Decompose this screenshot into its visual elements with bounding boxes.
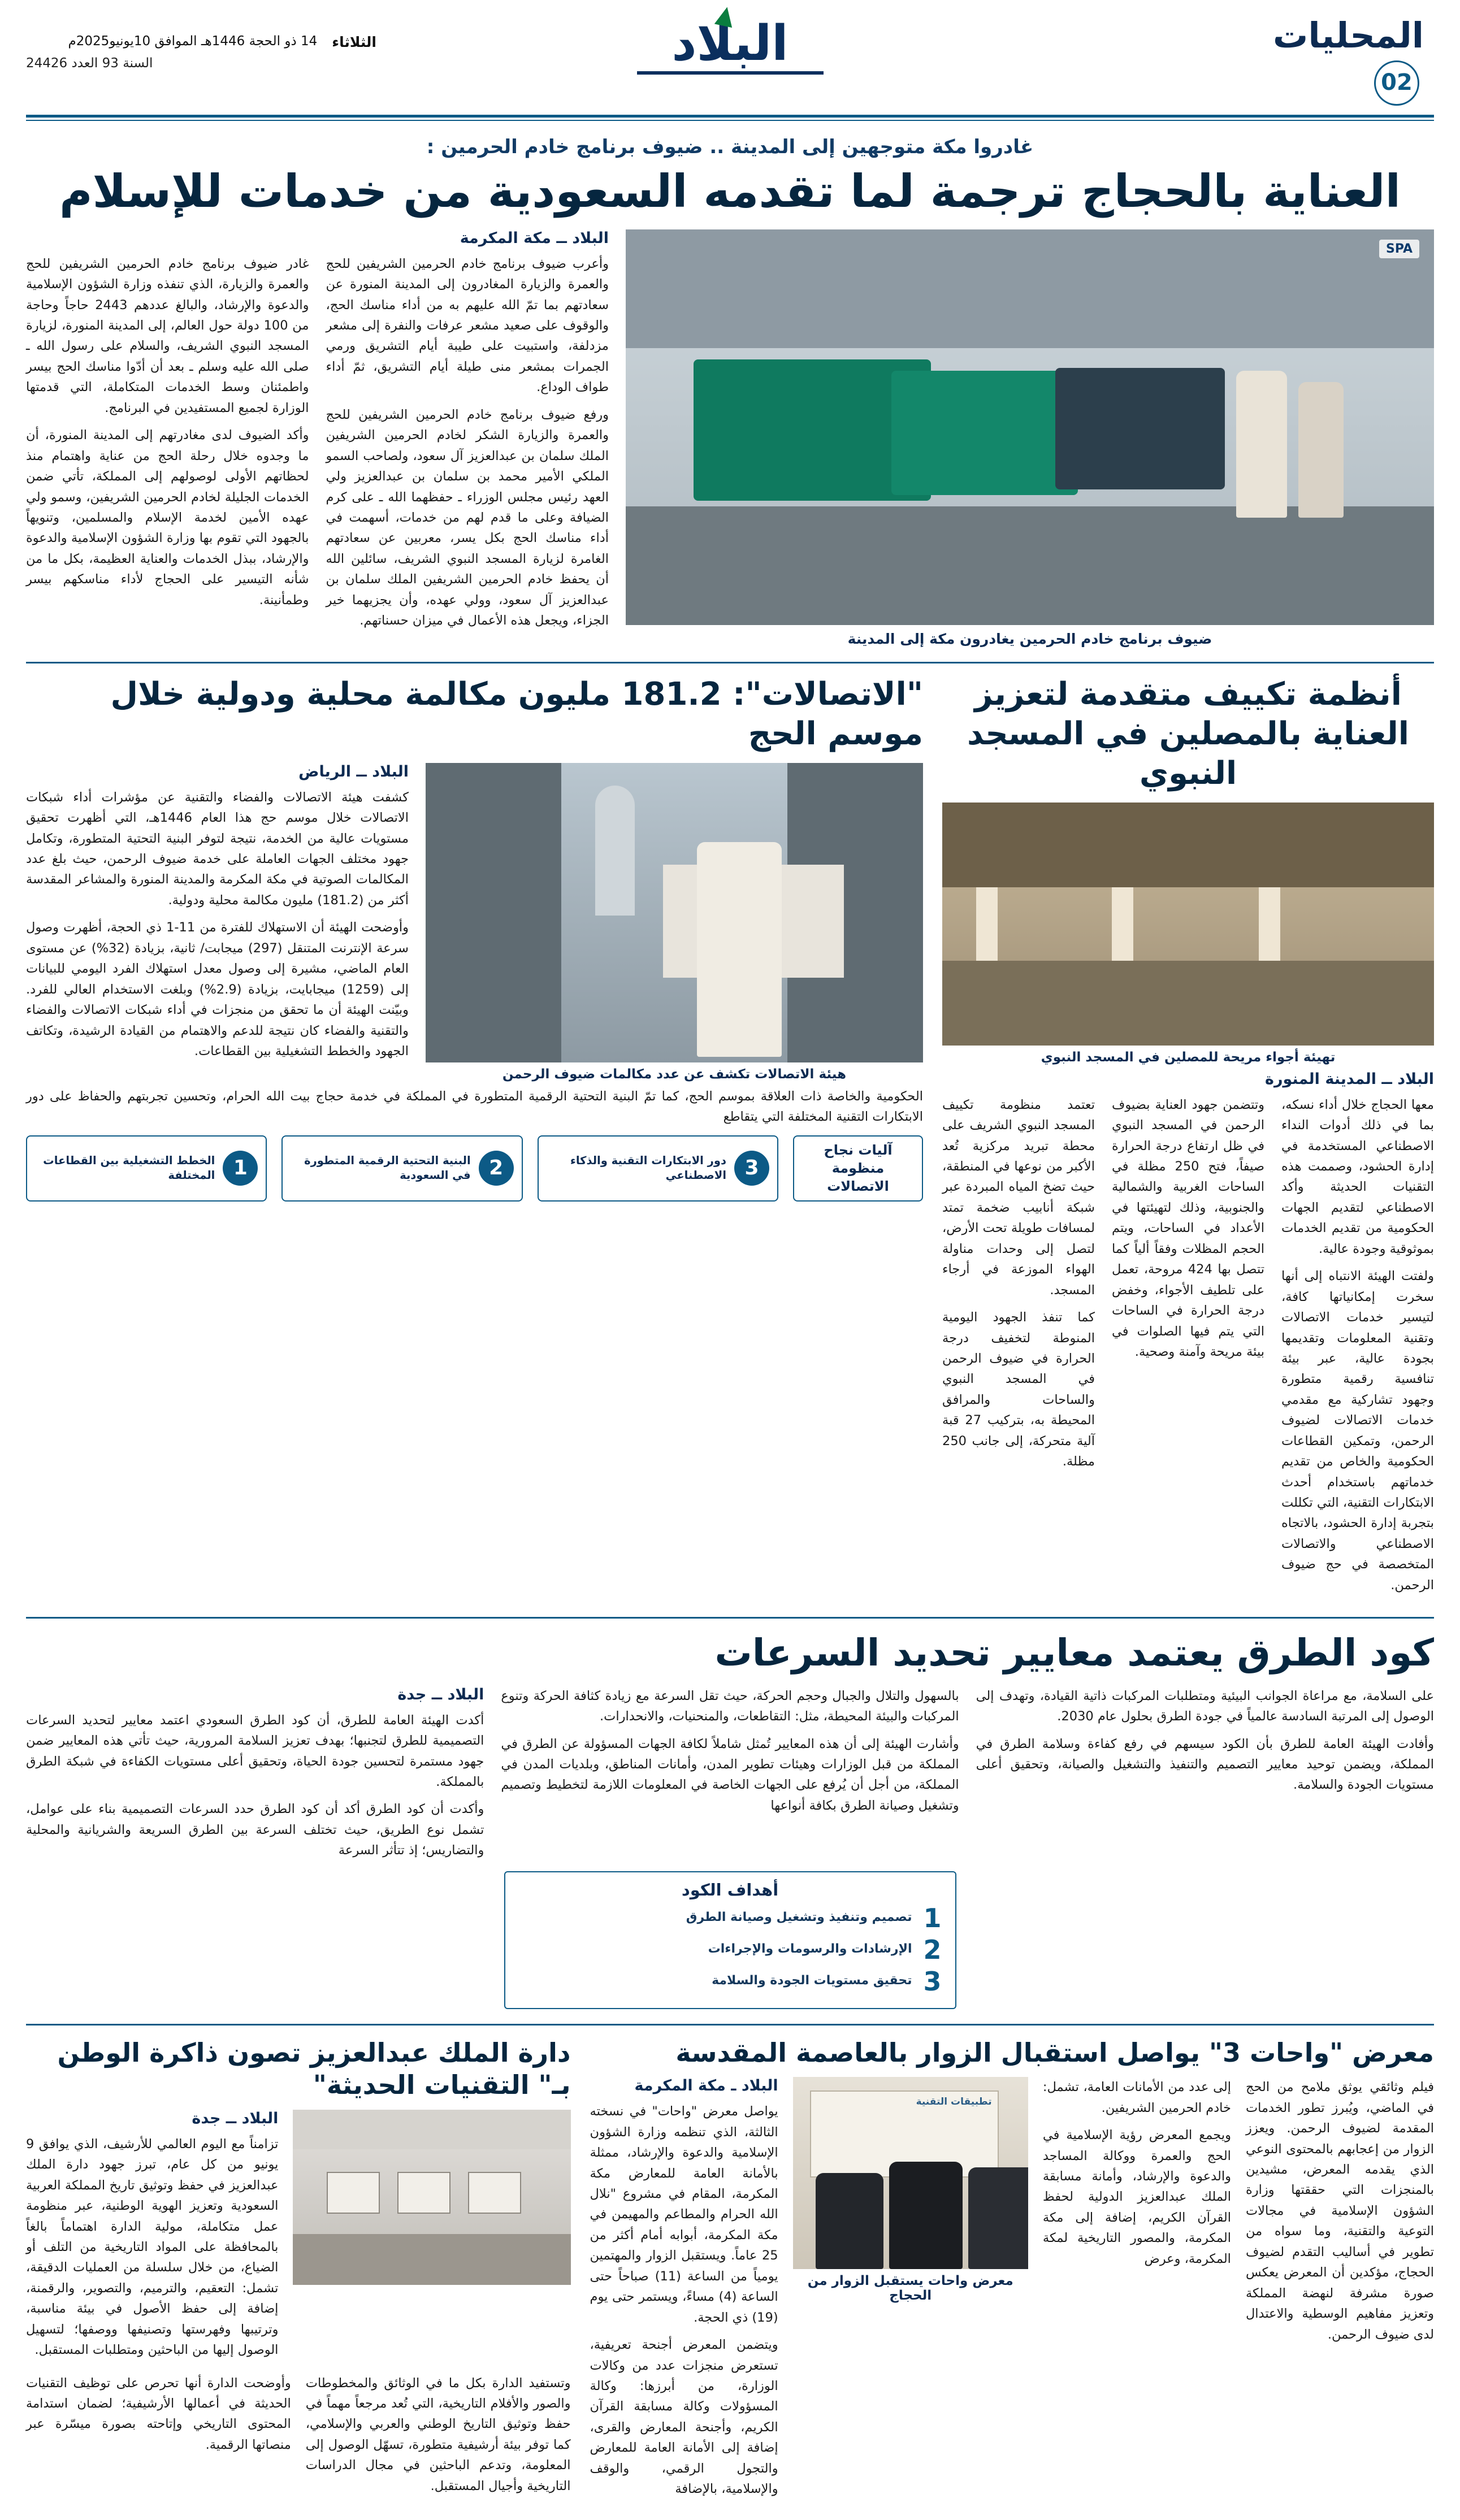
darah-photo-block xyxy=(293,2110,570,2367)
masthead-section-area xyxy=(1084,17,1434,106)
leaf-icon xyxy=(714,5,735,28)
darah-byline: البلاد ــ جدة xyxy=(192,2109,279,2127)
lead-text-block xyxy=(26,229,609,647)
telecom-photo xyxy=(426,763,923,1062)
section-divider-1 xyxy=(26,662,1434,663)
paragraph: بالسهول والتلال والجبال وحجم الحركة، حيث تقل السرعة مع زيادة كثافة الحركة وتنوع المركبات والبيئة المحيطة، مثل: التقاطعات، والمنحنيات، والانحدارات. xyxy=(501,1688,959,1724)
photo-bus-2 xyxy=(891,371,1078,495)
keypoint-text: البنية التحتية الرقمية المتطورة في السعودية xyxy=(304,1153,471,1182)
paragraph: أكدت الهيئة العامة للطرق، أن كود الطرق السعودي اعتمد معايير لتحديد السرعات التصميمية للطرق لتجنبها؛ بهدف تعزيز السلامة المرورية، حيث تأتي هذه المعايير ضمن جهود مستمرة لتحسين جودة الحياة، وتحقيق أعلى مستويات الكفاءة في شبكة الطرق بالمملكة. xyxy=(26,1712,484,1789)
goal-number: 3 xyxy=(923,1966,942,1997)
roads-headline: كود الطرق يعتمد معايير تحديد السرعات xyxy=(714,1631,1434,1675)
mosque-col-2 xyxy=(1112,1095,1264,1603)
lead-kicker: غادروا مكة متوجهين إلى المدينة .. ضيوف برنامج خادم الحرمين : xyxy=(426,136,1034,159)
telecom-keypoint-2 xyxy=(281,1135,522,1202)
mosque-headline: أنظمة تكييف متقدمة لتعزيز العناية بالمصلين في المسجد النبوي xyxy=(967,675,1409,792)
paragraph: وأوضحت الهيئة أن الاستهلاك للفترة من 11-1 ذي الحجة، أظهرت وصول سرعة الإنترنت المتنقل (297) ميجابت/ ثانية، بزيادة (32%) عن مستوى العام الماضي، مشيرة إلى وصول معدل استهلاك الفرد اليومي للبيانات إلى (1259) ميجابايت، بزيادة (2.9%) وبلغت الاستخدام العالي للفرد. وبيّنت الهيئة أن ما تحقق من منجزات في أداء شبكات الاتصالات والفضاء والتقنية والفضاء كان نتيجة للدعم والاهتمام من القيادة الرشيدة، وتكاتف الجهود والخطط التشغيلية بين القطاعات. xyxy=(26,920,409,1059)
darah-headline: دارة الملك عبدالعزيز تصون ذاكرة الوطن بـ" التقنيات الحديثة" xyxy=(57,2037,571,2101)
lead-byline: البلاد ــ مكة المكرمة xyxy=(460,229,609,247)
logo-text: البلاد xyxy=(671,15,789,72)
weekday: الثلاثاء xyxy=(332,34,376,50)
expo-byline: البلاد ـ مكة المكرمة xyxy=(634,2077,778,2095)
telecom-keypoint-3 xyxy=(538,1135,778,1202)
photo-ground xyxy=(626,506,1434,625)
section-title: المحليات xyxy=(1273,15,1424,56)
darah-body xyxy=(26,2110,571,2367)
mosque-col-1 xyxy=(1281,1095,1434,1603)
photo-pilgrim-1 xyxy=(1236,371,1287,518)
band-4 xyxy=(26,2037,1434,2506)
lead-photo xyxy=(626,229,1434,625)
darah-col-1 xyxy=(26,2134,278,2361)
paragraph: تعتمد منظومة تكييف المسجد النبوي الشريف على محطة تبريد مركزية تُعد الأكبر من نوعها في المنطقة، حيث تضخ المياه المبردة عبر شبكة أنابيب ضخمة تمتد لمسافات طويلة تحت الأرض، لتصل إلى وحدات مناولة الهواء الموزعة في أرجاء المسجد. xyxy=(942,1097,1095,1298)
mosque-caption: تهيئة أجواء مريحة للمصلين في المسجد النبوي xyxy=(1041,1049,1336,1065)
expo-visitor-2 xyxy=(889,2162,963,2269)
lead-photo-block xyxy=(626,229,1434,647)
goals-title: أهداف الكود xyxy=(681,1880,779,1899)
paragraph: كشفت هيئة الاتصالات والفضاء والتقنية عن مؤشرات أداء شبكات الاتصالات خلال موسم حج هذا العام 1446هـ، التي أظهرت تحقيق مستويات عالية من الخدمة، نتيجة لتوفر البنية التحتية المتطورة، وتكامل جهود مختلف الجهات العاملة على خدمة ضيوف الرحمن، حيث بلغ عدد المكالمات الصوتية في مكة المكرمة والمدينة المنورة والمشاعر المقدسة أكثر من (181.2) مليون مكالمة محلية ودولية. xyxy=(26,790,409,908)
page-number: 02 xyxy=(1374,60,1419,106)
paragraph: يواصل معرض "واحات" في نسخته الثالثة، الذي تنظمه وزارة الشؤون الإسلامية والدعوة والإرشاد، ممثلة بالأمانة العامة للمعارض مكة المكرمة، المقام في مشروع "نلال الله الحرام والمطاعم والمهيمن في مكة المكرمة، أبوابه أمام أكثر من 25 عاماً. ويستقبل الزوار والمهتمين يومياً من الساعة (11) صباحاً حتى الساعة (4) مساءً، ويستمر حتى يوم (19) ذي الحجة. xyxy=(590,2104,778,2325)
roads-byline: البلاد ــ جدة xyxy=(397,1685,484,1703)
paragraph: كما تنفذ الجهود اليومية المنوطة لتخفيف درجة الحرارة في ضيوف الرحمن في المسجد النبوي والساحات والمرافق المحيطة به، بتركيب 27 قبة آلية متحركة، إلى جانب 250 مظلة. xyxy=(942,1310,1095,1469)
gallery-frame-2 xyxy=(397,2172,450,2214)
telecom-caption: هيئة الاتصالات تكشف عن عدد مكالمات ضيوف الرحمن xyxy=(502,1066,847,1082)
roads-story xyxy=(26,1630,1434,2009)
paragraph: ورفع ضيوف برنامج خادم الحرمين الشريفين للحج والعمرة والزيارة الشكر لخادم الحرمين الشريفين الملك سلمان بن عبدالعزيز آل سعود، ولصاحب السمو الملكي الأمير محمد بن سلمان بن عبدالعزيز ولي العهد رئيس مجلس الوزراء ـ حفظهما الله ـ على كرم الضيافة وعلى ما قدم لهم من خدمات، أسهمت في أداء مناسك الحج بكل يسر، معربين عن سعادتهم الغامرة لزيارة المسجد النبوي الشريف، سائلين الله أن يحفظ خادم الحرمين الشريفين الملك سلمان بن عبدالعزيز آل سعود، وولي عهده، وأن يجزيهما خير الجزاء، ويجعل هذه الأعمال في ميزان حسناتهم. xyxy=(326,407,609,628)
paragraph: على السلامة، مع مراعاة الجوانب البيئية ومتطلبات المركبات ذاتية القيادة، وتهدف إلى الوصول إلى المرتبة السادسة عالمياً في جودة الطرق بحلول عام 2030. xyxy=(976,1688,1434,1724)
roads-goals-wrap xyxy=(26,1871,1434,2009)
roads-body xyxy=(26,1686,1434,1868)
section-divider-3 xyxy=(26,2024,1434,2025)
keypoints-title-text: آليات نجاح منظومة الاتصالات xyxy=(824,1142,893,1195)
photo-agency-badge: SPA xyxy=(1379,240,1419,258)
expo-story xyxy=(590,2037,1434,2506)
goal-text: تحقيق مستويات الجودة والسلامة xyxy=(712,1974,912,1988)
roads-col-1 xyxy=(26,1686,484,1868)
gallery-floor xyxy=(293,2234,570,2285)
telecom-byline: البلاد ــ الرياض xyxy=(298,762,409,780)
mosque-photo xyxy=(942,803,1434,1046)
telecom-text-block xyxy=(26,763,409,1082)
lead-photo-caption: ضيوف برنامج خادم الحرمين يغادرون مكة إلى المدينة xyxy=(847,630,1212,647)
mosque-story xyxy=(942,675,1434,1603)
roads-col-1-text xyxy=(26,1710,484,1861)
paragraph: ويجمع المعرض رؤية الإسلامية في الحج والعمرة ووكالة المساجد والدعوة والإرشاد، وأمانة مسابقة الملك عبدالعزيز الدولية لحفظ القرآن الكريم، إضافة إلى مكة المكرمة، والمصور التاريخية لمكة المكرمة، وعرض xyxy=(1042,2128,1231,2266)
photo-pilgrim-2 xyxy=(1298,382,1344,518)
expo-col-3 xyxy=(1246,2077,1434,2506)
roads-goals xyxy=(504,1871,956,2009)
paragraph: فيلم وثائقي يوثق ملامح من الحج في الماضي، ويُبرز تطور الخدمات المقدمة لضيوف الرحمن. ويعزز الزوار من إعجابهم بالمحتوى النوعي الذي يقدمه المعرض، مشيدين بالمنجزات التي حققتها وزارة الشؤون الإسلامية في مجالات التوعية والتقنية، وما سواه من تطوير في أساليب التقدم لضيوف الحجاج، مؤكدين أن المعرض يعكس صورة مشرفة لنهضة المملكة وتعزيز مفاهيم الوسطية والاعتدال لدى ضيوف الرحمن. xyxy=(1245,2080,1434,2342)
paragraph: وتتضمن جهود العناية بضيوف الرحمن في المسجد النبوي في ظل ارتفاع درجة الحرارة صيفاً، فتح 250 مظلة في الساحات الغربية والشمالية والجنوبية، وذلك لتهيئتها في الأعداد في الساحات، ويتم الحجم المظلات وفقاً ألياً كما تتصل بها 424 مروحة، تعمل على تلطيف الأجواء، وخفض درجة الحرارة في الساحات التي يتم فيها الصلوات في بيئة مريحة وآمنة وصحية. xyxy=(1112,1097,1264,1359)
telecom-keypoints-title xyxy=(793,1135,923,1202)
date-line xyxy=(26,34,376,50)
telecom-story xyxy=(26,675,923,1603)
paragraph: معها الحجاج خلال أداء نسكه، بما في ذلك أدوات النداء الاصطناعي المستخدمة في إدارة الحشود، وصممت هذه التقنيات الحديثة وأكد الاصطناعي لتقديم الجهات الحكومية من تقديم الخدمات بموثوقية وجودة عالية. xyxy=(1281,1097,1434,1256)
mosque-col-3 xyxy=(942,1095,1095,1603)
paragraph: غادر ضيوف برنامج خادم الحرمين الشريفين للحج والعمرة والزيارة، الذي تنفذه وزارة الشؤون الإسلامية والدعوة والإرشاد، والبالغ عددهم 2443 حاجاً وحاجة من 100 دولة حول العالم، إلى المدينة المنورة، لزيارة المسجد النبوي الشريف، والسلام على رسول الله ـ صلى الله عليه وسلم ـ بعد أن أدّوا مناسك الحج بيسر واطمئنان وسط الخدمات المتكاملة، التي قدمتها الوزارة لجميع المستفيدين في البرنامج. xyxy=(26,256,309,415)
paragraph: وأشارت الهيئة إلى أن هذه المعايير تُمثل شاملاً لكافة الجهات المسؤولة عن الطرق في المملكة من قبل الوزارات وهيئات تطوير المدن، وأمانات المناطق، وبلديات المدن في المملكة، من أجل أن يُرفع على الجهات الخاصة في المعلومات اللازمة لتخطيط وتصميم وتشغيل وصيانة الطرق بكافة أنواعها xyxy=(501,1736,959,1813)
section-divider-2 xyxy=(26,1617,1434,1619)
masthead-logo-area xyxy=(376,17,1084,75)
gallery-frame-1 xyxy=(327,2172,380,2214)
darah-story xyxy=(26,2037,571,2506)
paragraph: ويتضمن المعرض أجنحة تعريفية، تستعرض منجزات عدد من وكالات الوزارة، من أبرزها: وكالة المسؤولات وكالة مسابقة القرآن الكريم، وأجنحة المعارض والقرى، إضافة إلى الأمانة العامة للمعارض والتجول الرقمي، والوقف والإسلامية، بالإضافة xyxy=(590,2337,778,2497)
hijri-gregorian-date: 14 ذو الحجة 1446هـ الموافق 10يونيو2025م xyxy=(68,34,318,49)
keypoint-text: دور الابتكارات التقنية والذكاء الاصطناعي xyxy=(570,1153,726,1182)
telecom-headline: "الاتصالات": 181.2 مليون مكالمة محلية ودولية خلال موسم الحج xyxy=(110,675,923,752)
paragraph: وأكد الضيوف لدى مغادرتهم إلى المدينة المنورة، أن ما وجدوه خلال رحلة الحج من عناية واهتمام منذ لحظاتهم الأولى لوصولهم إلى المملكة، تأتي ضمن الخدمات الجليلة لخادم الحرمين الشريفين، وسمو ولي عهده الأمين لخدمة الإسلام والمسلمين، وتنويهاً بالجهود التي تقوم بها وزارة الشؤون الإسلامية والدعوة والإرشاد، ببذل الخدمات والعناية العظيمة، بكل ما من شأنه التيسير على الحجاج لأداء مناسكهم بيسر وطمأنينة. xyxy=(26,428,309,608)
page-number-wrap xyxy=(1084,60,1434,106)
number-badge: 1 xyxy=(223,1151,258,1186)
darah-photo xyxy=(293,2110,570,2285)
keypoint-text: الخطط التشغيلية بين القطاعات المختلفة xyxy=(43,1153,215,1182)
band-2 xyxy=(26,675,1434,1603)
goal-text: الإرشادات والرسومات والإجراءات xyxy=(708,1942,912,1957)
paragraph: وتستفيد الدارة بكل ما في الوثائق والمخطوطات والصور والأفلام التاريخية، التي تُعد مرجعاً مهماً في حفظ وتوثيق التاريخ الوطني والعربي والإسلامي، كما توفر بيئة أرشيفية متطورة، تسهّل الوصول إلى المعلومة، وتدعم الباحثين في مجال الدراسات التاريخية وأجيال المستقبل. xyxy=(305,2375,571,2493)
paragraph: إلى عدد من الأمانات العامة، تشمل: خادم الحرمين الشريفين. xyxy=(1042,2080,1231,2115)
lead-col-right xyxy=(26,254,309,638)
paragraph: وأفادت الهيئة العامة للطرق بأن الكود سيسهم في رفع كفاءة وسلامة الطرق في المملكة، ويضمن توحيد معايير التصميم والتنفيذ والتشغيل والصيانة، وتحقيق أعلى مستويات الجودة والسلامة. xyxy=(976,1736,1434,1793)
roads-col-3 xyxy=(976,1686,1434,1868)
expo-col-2 xyxy=(1043,2077,1231,2506)
expo-headline: معرض "واحات 3" يواصل استقبال الزوار بالعاصمة المقدسة xyxy=(675,2037,1434,2068)
telecom-body xyxy=(26,763,923,1082)
goal-number: 1 xyxy=(923,1902,942,1933)
newspaper-logo xyxy=(671,15,789,72)
expo-photo-block xyxy=(793,2077,1028,2506)
telecom-keypoints xyxy=(26,1135,923,1202)
lead-story xyxy=(26,229,1434,647)
goal-row xyxy=(515,1966,945,1997)
telecom-photo-block xyxy=(426,763,923,1082)
expo-visitor-3 xyxy=(968,2167,1028,2269)
paragraph: وأوضحت الدارة أنها تحرص على توظيف التقنيات الحديثة في أعمالها الأرشيفية؛ لضمان استدامة المحتوى التاريخي وإتاحته بصورة ميسّرة عبر منصاتها الرقمية. xyxy=(26,2375,291,2452)
photo-ceiling xyxy=(942,803,1434,887)
goal-text: تصميم وتنفيذ وتشغيل وصيانة الطرق xyxy=(686,1910,912,1925)
lead-headline: العناية بالحجاج ترجمة لما تقدمه السعودية من خدمات للإسلام xyxy=(59,165,1401,218)
issue-number: السنة 93 العدد 24426 xyxy=(26,56,153,71)
photo-worshippers xyxy=(942,961,1434,1046)
masthead-rule-thin xyxy=(26,120,1434,121)
lead-col-left xyxy=(326,254,609,638)
mosque-byline: البلاد ــ المدينة المنورة xyxy=(1265,1070,1434,1088)
paragraph: وأكدت أن كود الطرق أكد أن كود الطرق حدد السرعات التصميمية بناء على عوامل، تشمل نوع الطريق، حيث تختلف السرعة بين الطرق السريعة والشريانية والمحلية والتضاريس؛ إذ تتأثر السرعة xyxy=(26,1802,484,1858)
gallery-ceiling xyxy=(293,2110,570,2149)
goal-row xyxy=(515,1934,945,1965)
masthead xyxy=(26,17,1434,111)
masthead-rule xyxy=(26,115,1434,118)
expo-col-1 xyxy=(590,2077,778,2506)
paragraph: وأعرب ضيوف برنامج خادم الحرمين الشريفين للحج والعمرة والزيارة المغادرون إلى المدينة المنورة عن سعادتهم بما تمّ الله عليهم به من أداء مناسك الحج، والوقوف على صعيد مشعر عرفات والنفرة إلى مشعر مزدلفة، واستبيت على طيبة أيام التشريق ورمي الجمرات بمشعر منى طيلة أيام التشريق، ثمّ أداء طواف الوداع. xyxy=(326,256,609,395)
photo-bus-3 xyxy=(1055,368,1225,489)
darah-col-2 xyxy=(26,2373,571,2497)
expo-body xyxy=(590,2077,1434,2506)
expo-photo xyxy=(793,2077,1028,2269)
masthead-date-area xyxy=(26,17,376,71)
paragraph: الحكومية والخاصة ذات العلاقة بموسم الحج، كما تمّ البنية التحتية الرقمية المتطورة في المملكة في خدمة حجاج بيت الله الحرام، وتحسين تجربتهم والحفاظ على دور الابتكارات التقنية المختلفة التي يتقاطع xyxy=(26,1088,923,1125)
gallery-frame-3 xyxy=(468,2172,521,2214)
photo-minaret xyxy=(595,786,635,916)
expo-col-1-text xyxy=(590,2101,778,2499)
number-badge: 3 xyxy=(734,1151,769,1186)
paragraph: تزامناً مع اليوم العالمي للأرشيف، الذي يوافق 9 يونيو من كل عام، تبرز جهود دارة الملك عبدالعزيز في حفظ وتوثيق تاريخ المملكة العربية السعودية وتعزيز الهوية الوطنية، عبر منظومة عمل متكاملة، مولية الدارة اهتماماً بالغاً بالمحافظة على المواد التاريخية من التلف أو الضياع، من خلال سلسلة من العمليات الدقيقة، تشمل: التعقيم، والترميم، والتصوير، والرقمنة، إضافة إلى حفظ الأصول في بيئة مناسبة، وترتيبها وفهرستها وتصنيفها ووصفها؛ لتسهيل الوصول إليها من الباحثين ومتطلبات المستقبل. xyxy=(26,2136,279,2358)
telecom-col-2 xyxy=(26,1086,923,1127)
darah-text-block xyxy=(26,2110,278,2367)
expo-visitor-1 xyxy=(816,2173,883,2269)
expo-caption: معرض واحات يستقبل الزوار من الحجاج xyxy=(807,2274,1013,2304)
photo-roof xyxy=(626,229,1434,348)
paragraph: ولفتت الهيئة الانتباه إلى أنها سخرت إمكانياتها كافة، لتيسير خدمات الاتصالات وتقنية المعلومات وتقديمها بجودة عالية، عبر بيئة تنافسية رقمية متطورة وجهود تشاركية مع مقدمي خدمات الاتصالات لضيوف الرحمن، وتمكين القطاعات الحكومية والخاص من تقديم خدماتهم باستخدام أحدث الابتكارات التقنية، التي تكللت بتجربة إدارة الحشود، بالاتجاه الاصطناعي والاتصالات المتخصصة في حج ضيوف الرحمن. xyxy=(1281,1269,1434,1593)
photo-arch-left xyxy=(426,763,561,1062)
goal-row xyxy=(515,1902,945,1933)
photo-pilgrim xyxy=(697,842,782,1057)
telecom-keypoint-1 xyxy=(26,1135,267,1202)
expo-screen-label: تطبيقات التقنية xyxy=(916,2096,992,2108)
roads-col-2 xyxy=(501,1686,959,1868)
number-badge: 2 xyxy=(479,1151,514,1186)
goal-number: 2 xyxy=(923,1934,942,1965)
telecom-col-1 xyxy=(26,787,409,1062)
